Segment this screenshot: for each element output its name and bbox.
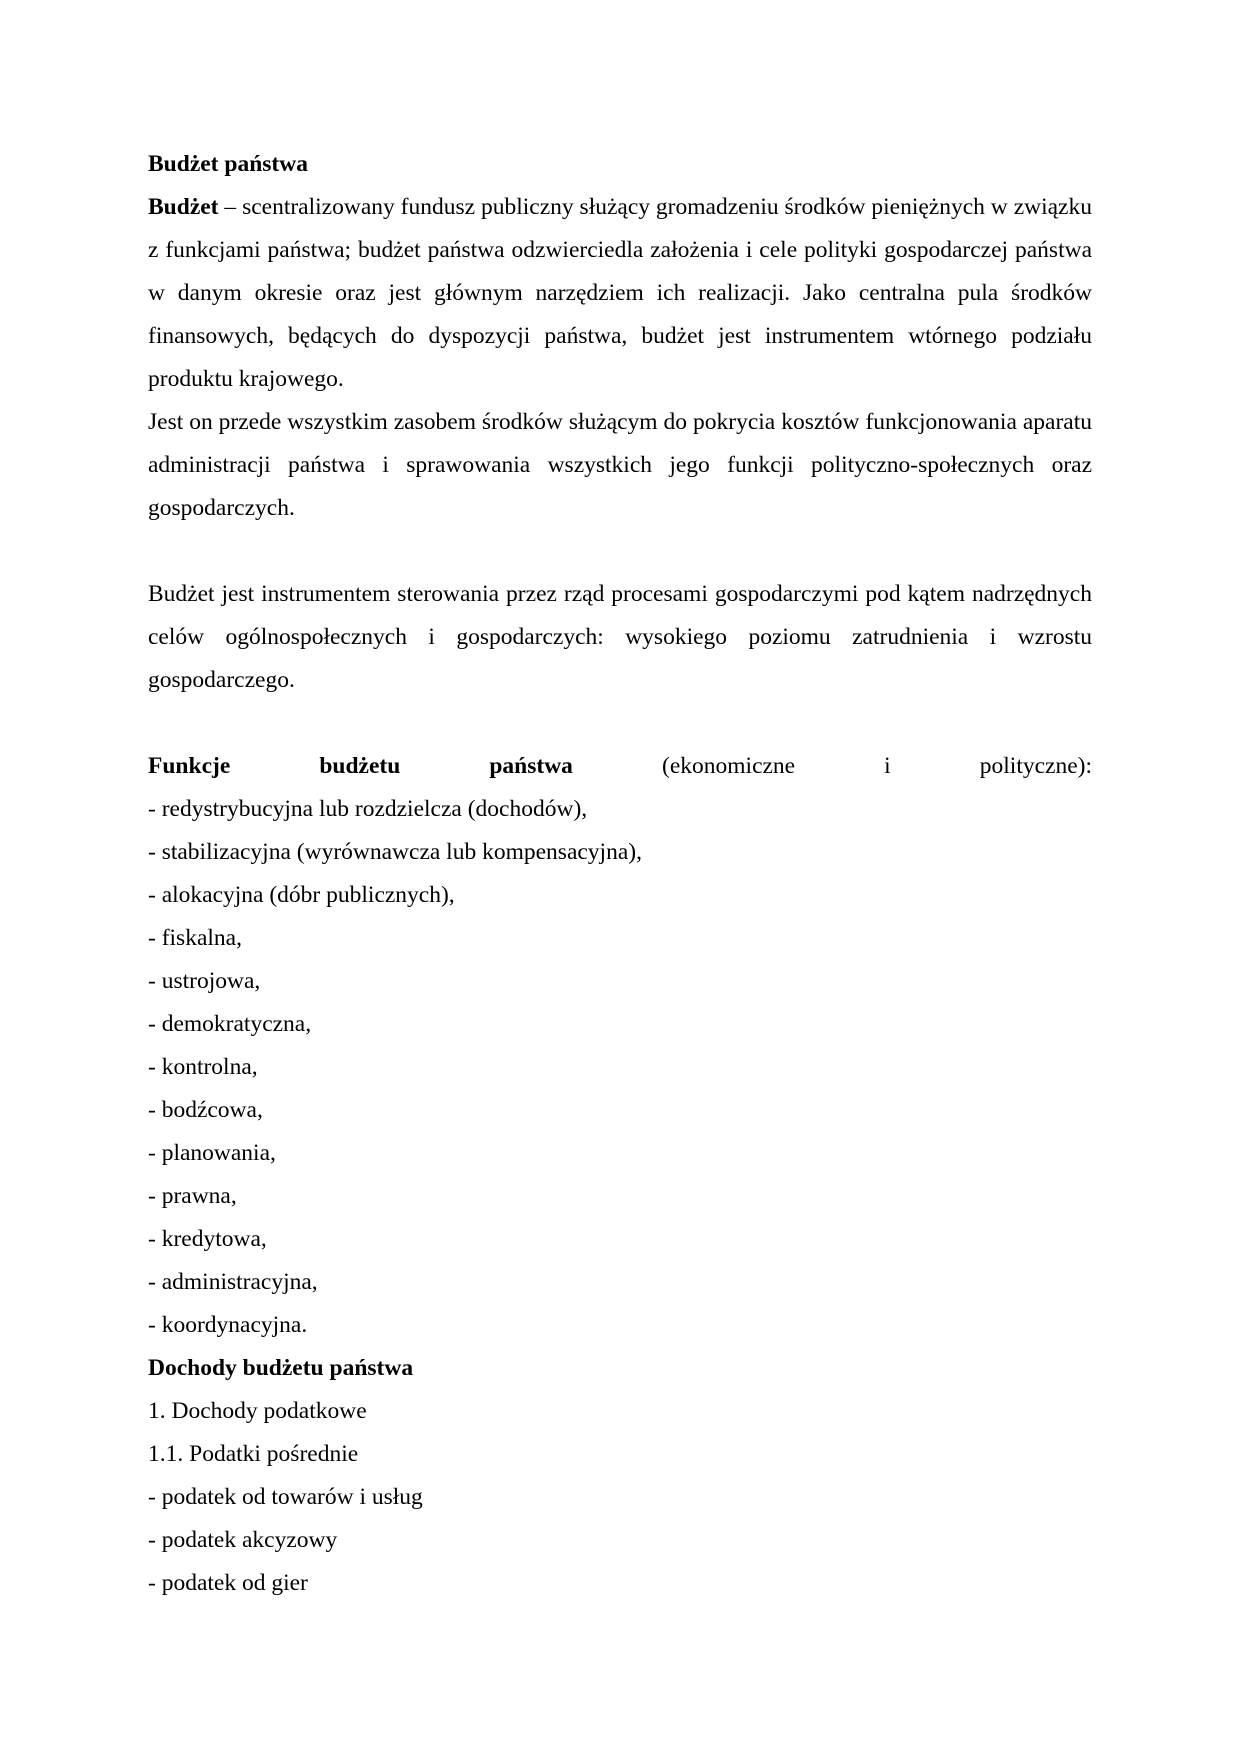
list-item: - fiskalna, — [148, 925, 242, 951]
paragraph-steering: Budżet jest instrumentem sterowania przez rząd procesami gospodarczymi pod kątem nadrzędnych celów ogólnospołecznych i gospodarczych: wysokiego poziomu zatrudnienia i wzrostu gospodarczego. — [148, 581, 1092, 693]
spacer — [148, 702, 1092, 745]
definition-text: – scentralizowany fundusz publiczny służący gromadzeniu środków pieniężnych w związku z funkcjami państwa; budżet państwa odzwierciedla założenia i cele polityki gospodarczej państwa w danym okresie oraz jest głównym narzędziem ich realizacji. Jako centralna pula środków finansowych, będących do dyspozycji państwa, budżet jest instrumentem wtórnego podziału produktu krajowego. — [148, 194, 1092, 392]
list-item: - stabilizacyjna (wyrównawcza lub kompensacyjna), — [148, 839, 642, 865]
list-item: - bodźcowa, — [148, 1097, 263, 1123]
income-heading: Dochody budżetu państwa — [148, 1355, 414, 1381]
list-item: - podatek akcyzowy — [148, 1527, 338, 1553]
functions-heading-word: i — [884, 753, 891, 779]
list-item: - koordynacyjna. — [148, 1312, 308, 1338]
functions-heading-word: Funkcje — [148, 753, 231, 779]
list-item: - podatek od towarów i usług — [148, 1484, 423, 1510]
definition-paragraph — [148, 186, 1092, 401]
spacer — [148, 530, 1092, 573]
indirect-taxes-list — [148, 1476, 1092, 1605]
income-section-heading: 1. Dochody podatkowe — [148, 1398, 367, 1424]
functions-heading-word: (ekonomiczne — [662, 753, 796, 779]
list-item: - kontrolna, — [148, 1054, 258, 1080]
functions-list — [148, 788, 1092, 1347]
functions-heading-word: polityczne): — [979, 753, 1092, 779]
list-item: - planowania, — [148, 1140, 276, 1166]
list-item: - prawna, — [148, 1183, 237, 1209]
document-title: Budżet państwa — [148, 151, 308, 177]
list-item: - administracyjna, — [148, 1269, 318, 1295]
functions-heading — [148, 745, 1092, 788]
list-item: - kredytowa, — [148, 1226, 267, 1252]
functions-heading-word: budżetu — [319, 753, 401, 779]
income-subsection-heading: 1.1. Podatki pośrednie — [148, 1441, 359, 1467]
paragraph-costs: Jest on przede wszystkim zasobem środków służącym do pokrycia kosztów funkcjonowania aparatu administracji państwa i sprawowania wszystkich jego funkcji polityczno-społecznych oraz gospodarczych. — [148, 409, 1092, 521]
document-page — [148, 143, 1092, 1605]
list-item: - ustrojowa, — [148, 968, 261, 994]
list-item: - alokacyjna (dóbr publicznych), — [148, 882, 455, 908]
list-item: - podatek od gier — [148, 1570, 308, 1596]
list-item: - redystrybucyjna lub rozdzielcza (dochodów), — [148, 796, 588, 822]
list-item: - demokratyczna, — [148, 1011, 312, 1037]
functions-heading-word: państwa — [489, 753, 573, 779]
definition-term: Budżet — [148, 194, 219, 220]
